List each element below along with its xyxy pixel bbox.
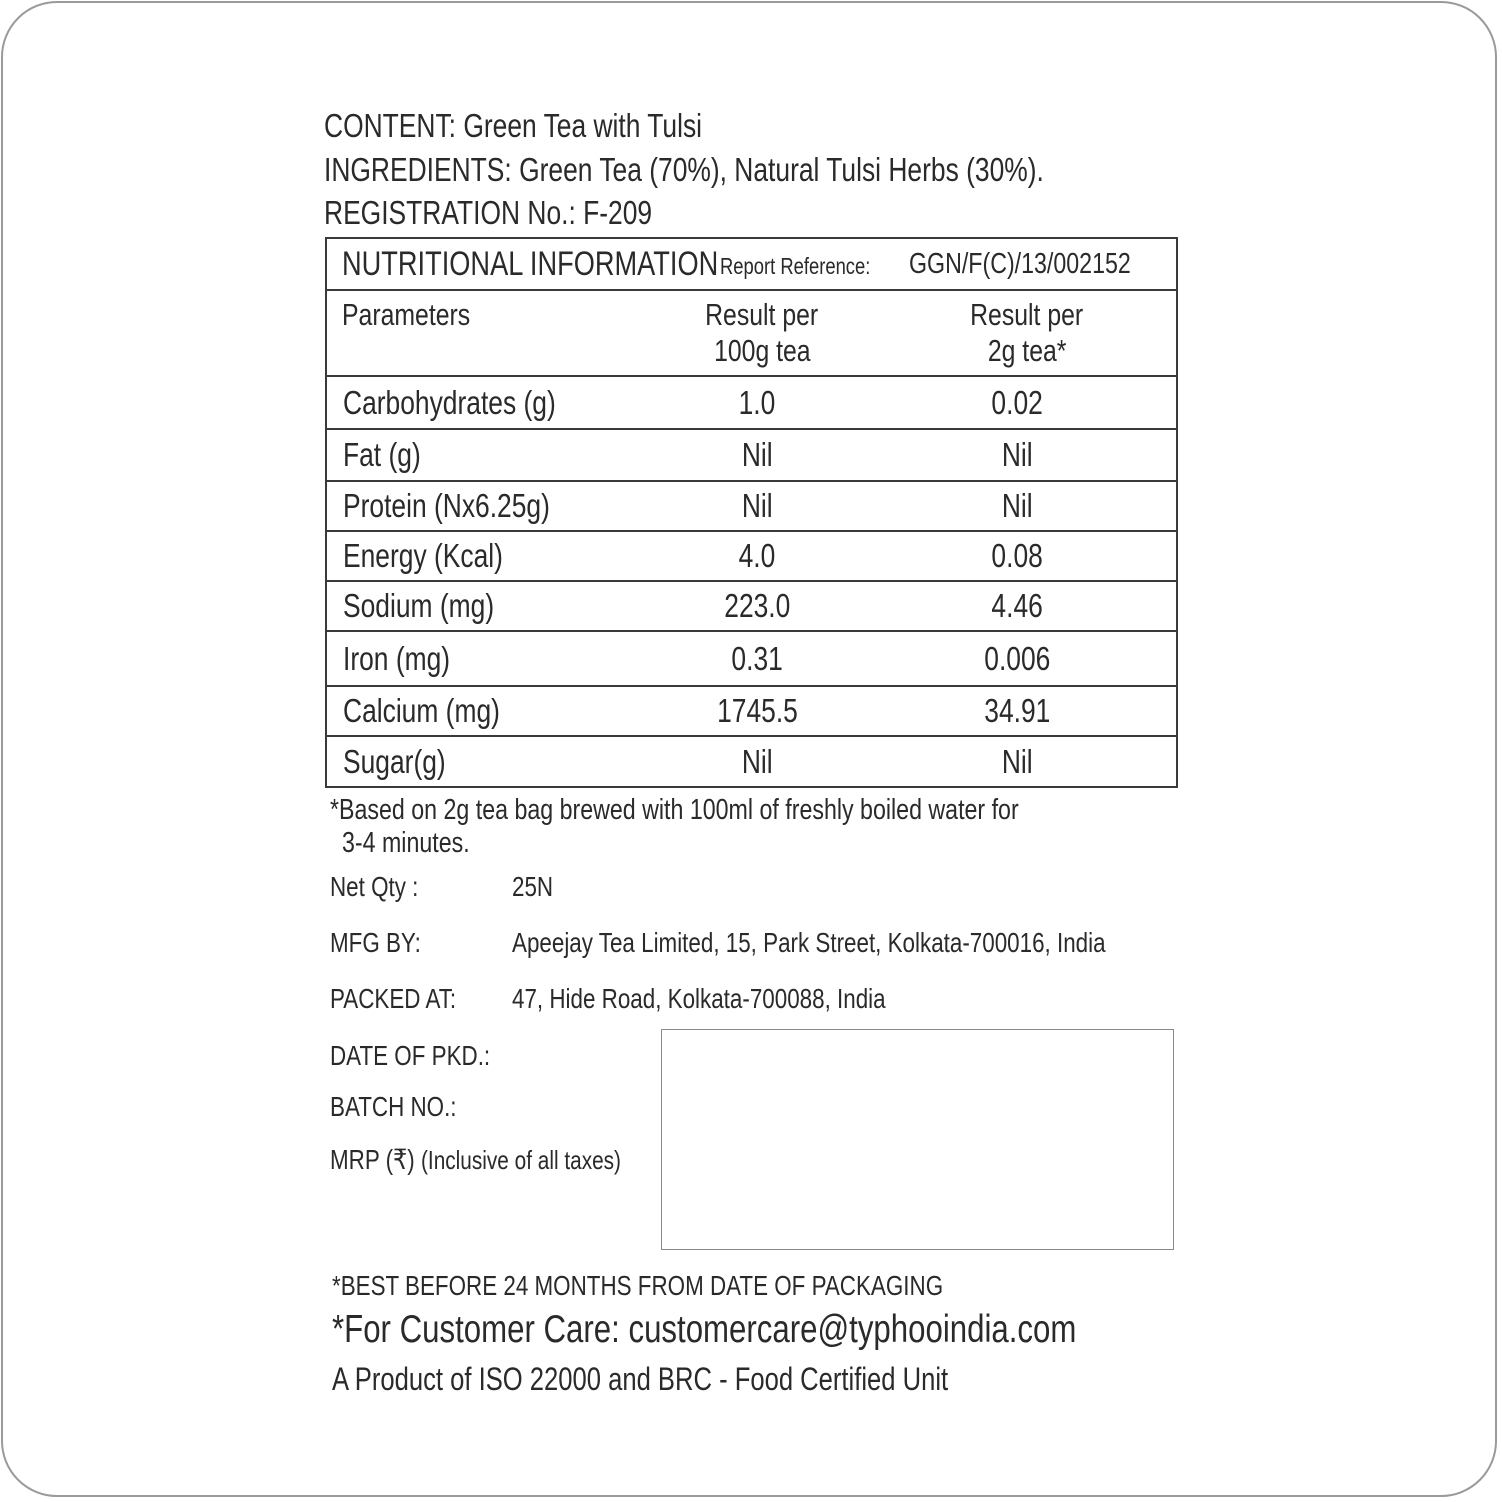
row-per-2g: 0.02 xyxy=(991,384,1043,421)
packed-at-value: 47, Hide Road, Kolkata-700088, India xyxy=(512,983,886,1014)
ingredients-line: INGREDIENTS: Green Tea (70%), Natural Tulsi Herbs (30%). xyxy=(324,151,1044,188)
row-per-2g: Nil xyxy=(1001,487,1033,524)
table-row xyxy=(327,482,1176,532)
mfg-by-label: MFG BY: xyxy=(330,927,421,958)
table-row xyxy=(327,582,1176,632)
row-per-100g: 1745.5 xyxy=(716,692,798,729)
row-per-2g: Nil xyxy=(1001,743,1033,780)
registration-line: REGISTRATION No.: F-209 xyxy=(324,194,653,231)
row-per-100g: Nil xyxy=(741,436,773,473)
row-parameter: Carbohydrates (g) xyxy=(343,384,556,421)
nutrition-rows xyxy=(327,377,1176,786)
best-before-note: *BEST BEFORE 24 MONTHS FROM DATE OF PACKAGING xyxy=(332,1270,944,1301)
nutrition-title: NUTRITIONAL INFORMATION xyxy=(342,245,719,283)
row-parameter: Iron (mg) xyxy=(343,640,451,677)
row-per-100g: 1.0 xyxy=(738,384,776,421)
row-per-100g: 223.0 xyxy=(723,587,791,624)
mrp-label: MRP (₹) (Inclusive of all taxes) xyxy=(330,1144,621,1175)
row-per-100g: 0.31 xyxy=(731,640,783,677)
mfg-by-value: Apeejay Tea Limited, 15, Park Street, Kolkata-700016, India xyxy=(512,927,1106,958)
row-per-2g: Nil xyxy=(1001,436,1033,473)
header-parameters: Parameters xyxy=(342,297,471,332)
batch-number-label: BATCH NO.: xyxy=(330,1091,457,1122)
row-parameter: Protein (Nx6.25g) xyxy=(343,487,550,524)
report-reference-label: Report Reference: xyxy=(720,253,871,279)
batch-stamp-box xyxy=(661,1029,1174,1250)
table-row xyxy=(327,377,1176,430)
nutrition-footnote: *Based on 2g tea bag brewed with 100ml of freshly boiled water for 3-4 minutes. xyxy=(330,794,1019,859)
row-per-100g: 4.0 xyxy=(738,537,776,574)
row-parameter: Sugar(g) xyxy=(343,743,446,780)
nutrition-title-row xyxy=(327,239,1176,291)
row-per-2g: 34.91 xyxy=(983,692,1051,729)
net-qty-label: Net Qty : xyxy=(330,871,419,902)
table-row xyxy=(327,430,1176,482)
net-qty-value: 25N xyxy=(512,871,554,902)
nutrition-header-row xyxy=(327,291,1176,377)
row-parameter: Fat (g) xyxy=(343,436,421,473)
header-per-100g: Result per 100g tea xyxy=(705,297,819,368)
customer-care-line: *For Customer Care: customercare@typhooindia.com xyxy=(332,1308,1077,1351)
content-line: CONTENT: Green Tea with Tulsi xyxy=(324,107,703,144)
report-reference-value: GGN/F(C)/13/002152 xyxy=(909,248,1131,280)
table-row xyxy=(327,737,1176,786)
table-row xyxy=(327,632,1176,687)
row-per-2g: 0.006 xyxy=(983,640,1051,677)
row-per-100g: Nil xyxy=(741,743,773,780)
row-per-2g: 0.08 xyxy=(991,537,1043,574)
row-per-100g: Nil xyxy=(741,487,773,524)
row-parameter: Sodium (mg) xyxy=(343,587,495,624)
row-parameter: Calcium (mg) xyxy=(343,692,500,729)
packed-at-label: PACKED AT: xyxy=(330,983,457,1014)
row-per-2g: 4.46 xyxy=(991,587,1043,624)
table-row xyxy=(327,687,1176,737)
iso-certification-line: A Product of ISO 22000 and BRC - Food Certified Unit xyxy=(332,1361,949,1397)
date-of-packing-label: DATE OF PKD.: xyxy=(330,1040,491,1071)
table-row xyxy=(327,532,1176,582)
row-parameter: Energy (Kcal) xyxy=(343,537,503,574)
header-per-2g: Result per 2g tea* xyxy=(970,297,1084,368)
nutrition-table xyxy=(325,237,1178,788)
